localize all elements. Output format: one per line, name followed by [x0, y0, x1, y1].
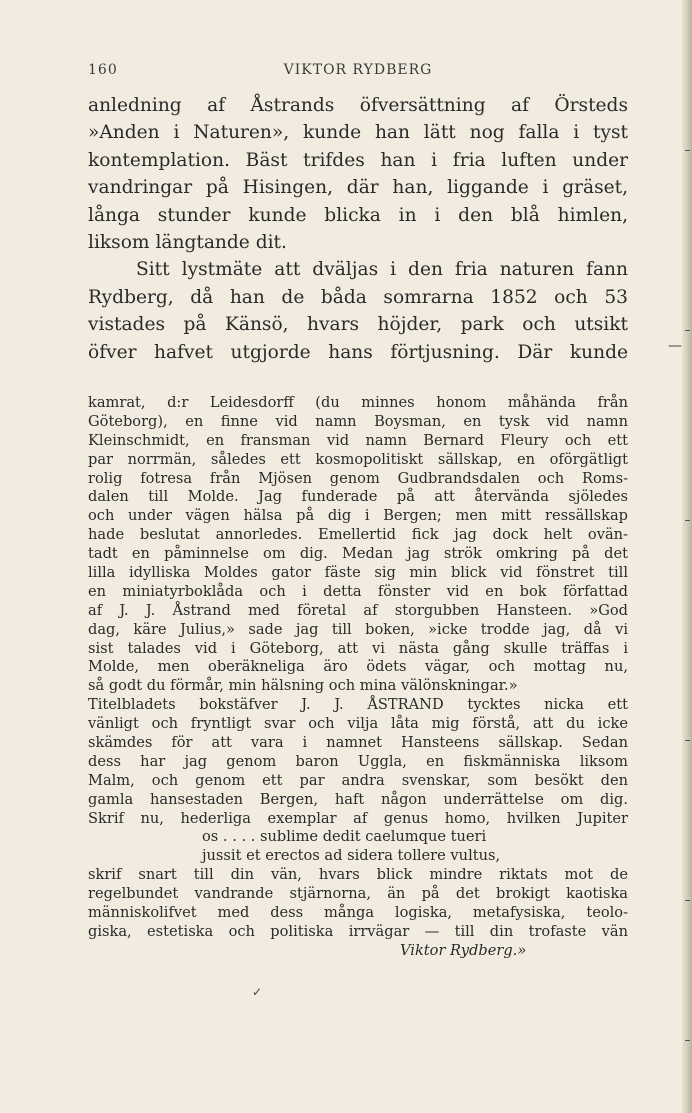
- note-line: dess har jag genom baron Uggla, en fiskmänniska liksom: [88, 752, 628, 770]
- note-line: tadt en påminnelse om dig. Medan jag strök omkring på det: [88, 545, 628, 563]
- poem-line: jussit et erectos ad sidera tollere vultus,: [202, 847, 501, 865]
- note-line: en miniatyrboklåda och i detta fönster vid en bok författad: [88, 582, 628, 600]
- note-line: kamrat, d:r Leidesdorff (du minnes honom måhända från: [88, 394, 628, 411]
- main-line: Sitt lystmäte att dväljas i den fria naturen fann: [136, 259, 628, 281]
- note-line: gamla hansestaden Bergen, haft någon underrättelse om dig.: [88, 790, 628, 808]
- closing-line: regelbundet vandrande stjärnorna, än på det brokigt kaotiska: [88, 885, 628, 903]
- main-line: vandringar på Hisingen, där han, liggande i gräset,: [88, 177, 628, 199]
- main-line: »Anden i Naturen», kunde han lätt nog falla i tyst: [88, 122, 628, 144]
- note-line: lilla idylliska Moldes gator fäste sig min blick vid fönstret till: [88, 564, 628, 582]
- note-line: och under vägen hälsa på dig i Bergen; men mitt ressällskap: [88, 507, 628, 525]
- note-line: rolig fotresa från Mjösen genom Gudbrandsdalen och Roms-: [88, 469, 628, 487]
- note-line: hade beslutat annorledes. Emellertid fick jag dock helt ovän-: [88, 526, 628, 544]
- note-line: par norrmän, således ett kosmopolitiskt sällskap, en oförgätligt: [88, 450, 628, 468]
- running-title: VIKTOR RYDBERG: [283, 62, 433, 78]
- signature: Viktor Rydberg.»: [400, 941, 527, 959]
- main-line: liksom längtande dit.: [88, 231, 287, 253]
- closing-line: skrif snart till din vän, hvars blick mindre riktats mot de: [88, 866, 628, 884]
- closing-line: giska, estetiska och politiska irrvägar — till din trofaste vän: [88, 922, 628, 940]
- main-line: vistades på Känsö, hvars höjder, park och utsikt: [88, 314, 628, 336]
- ink-mark: ✓: [252, 985, 263, 999]
- note-line: Göteborg), en finne vid namn Boysman, en tysk vid namn: [88, 412, 628, 430]
- note-line: vänligt och fryntligt svar och vilja låta mig förstå, att du icke: [88, 715, 628, 733]
- letter-footnote: [88, 394, 628, 961]
- note-line: Titelbladets bokstäfver J. J. ÅSTRAND tycktes nicka ett: [88, 696, 628, 714]
- main-line: Rydberg, då han de båda somrarna 1852 och 53: [88, 286, 628, 308]
- margin-dash: —: [668, 338, 682, 354]
- main-line: långa stunder kunde blicka in i den blå himlen,: [88, 204, 628, 226]
- note-line: skämdes för att vara i namnet Hansteens sällskap. Sedan: [88, 734, 628, 752]
- page-number: 160: [88, 62, 118, 78]
- note-line: af J. J. Åstrand med företal af storgubben Hansteen. »God: [88, 601, 628, 619]
- main-line: öfver hafvet utgjorde hans förtjusning. Där kunde: [88, 341, 628, 363]
- note-line: sist talades vid i Göteborg, att vi nästa gång skulle träffas i: [88, 639, 628, 657]
- main-line: anledning af Åstrands öfversättning af Örsteds: [88, 95, 628, 116]
- closing-line: människolifvet med dess många logiska, metafysiska, teolo-: [88, 904, 628, 922]
- note-line: Malm, och genom ett par andra svenskar, som besökt den: [88, 771, 628, 789]
- page-header: [88, 62, 628, 88]
- note-line: dag, käre Julius,» sade jag till boken, »icke trodde jag, då vi: [88, 620, 628, 638]
- page-edge: [682, 0, 692, 1113]
- poem-line: os . . . . sublime dedit caelumque tueri: [202, 828, 487, 846]
- note-line: Skrif nu, hederliga exemplar af genus homo, hvilken Jupiter: [88, 809, 628, 827]
- main-text: [88, 92, 628, 366]
- note-line: så godt du förmår, min hälsning och mina välönskningar.»: [88, 677, 518, 695]
- main-line: kontemplation. Bäst trifdes han i fria luften under: [88, 149, 628, 171]
- note-line: Molde, men oberäkneliga äro ödets vägar, och mottag nu,: [88, 658, 628, 676]
- note-line: Kleinschmidt, en fransman vid namn Bernard Fleury och ett: [88, 431, 628, 449]
- note-line: dalen till Molde. Jag funderade på att återvända sjöledes: [88, 488, 628, 506]
